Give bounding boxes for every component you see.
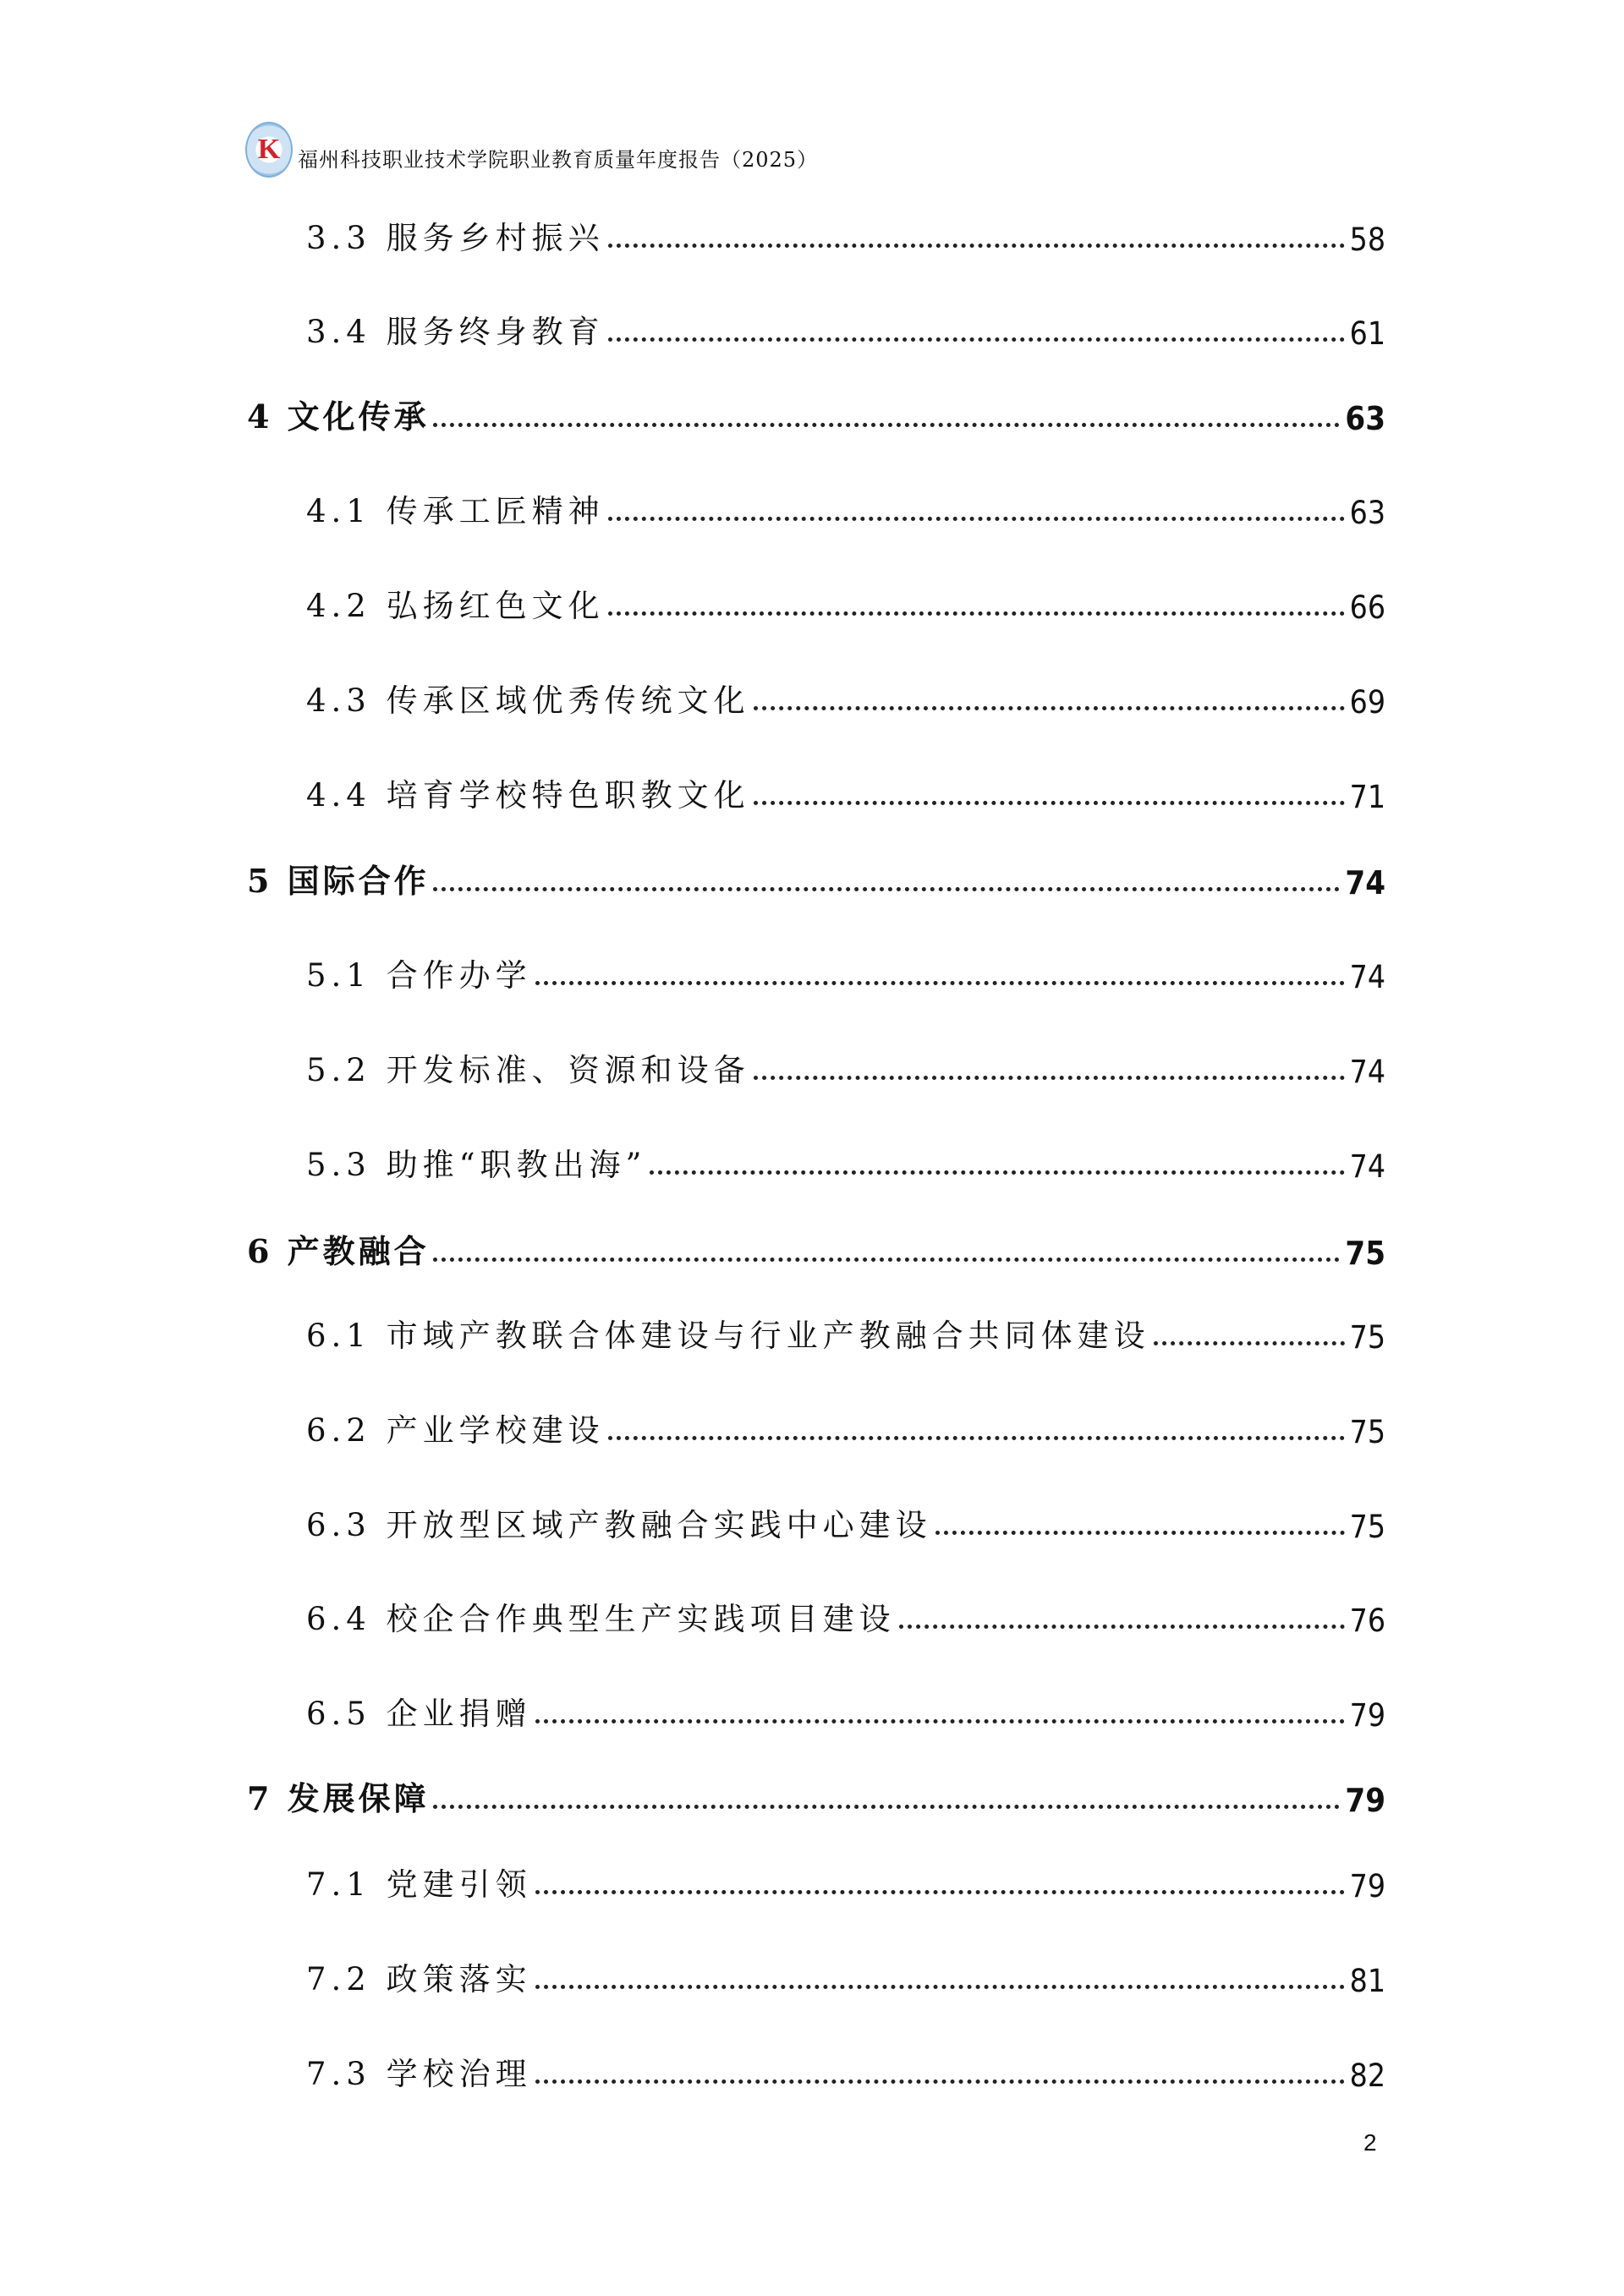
dot-leader <box>608 611 1345 616</box>
toc-entry[interactable] <box>306 480 1385 531</box>
toc-entry-page: 75 <box>1345 1235 1385 1272</box>
toc-entry[interactable] <box>306 1400 1385 1450</box>
page-number: 2 <box>1363 2129 1377 2156</box>
toc-entry-page: 66 <box>1349 589 1385 626</box>
toc-entry[interactable] <box>306 207 1385 258</box>
toc-entry-page: 63 <box>1345 400 1385 437</box>
toc-entry[interactable] <box>306 1948 1385 1999</box>
toc-entry-label: 4.2 弘扬红色文化 <box>306 588 605 624</box>
toc-entry-page: 75 <box>1349 1509 1385 1545</box>
toc-entry-page: 74 <box>1349 959 1385 995</box>
toc-entry-page: 82 <box>1349 2058 1385 2094</box>
dot-leader <box>899 1625 1345 1629</box>
dot-leader <box>1154 1341 1345 1345</box>
toc-entry-page: 79 <box>1345 1782 1385 1819</box>
toc-entry-label: 7.2 政策落实 <box>306 1961 532 1997</box>
toc-entry[interactable] <box>306 1305 1385 1356</box>
toc-entry[interactable] <box>306 764 1385 815</box>
header-title: 福州科技职业技术学院职业教育质量年度报告（2025） <box>298 148 819 172</box>
toc-entry-chapter[interactable] <box>247 851 1385 901</box>
dot-leader <box>935 1531 1345 1535</box>
toc-entry-chapter[interactable] <box>247 386 1385 437</box>
dot-leader <box>433 887 1341 891</box>
dot-leader <box>608 337 1345 342</box>
dot-leader <box>433 423 1341 427</box>
toc-entry-label: 6 产教融合 <box>247 1232 430 1270</box>
toc-entry-page: 69 <box>1349 684 1385 721</box>
toc-entry-page: 75 <box>1349 1414 1385 1450</box>
toc-entry-chapter[interactable] <box>247 1768 1385 1819</box>
toc-entry-label: 7 发展保障 <box>247 1779 430 1817</box>
toc-entry[interactable] <box>306 1854 1385 1904</box>
dot-leader <box>754 801 1345 805</box>
toc-entry-chapter[interactable] <box>247 1221 1385 1272</box>
toc-entry-label: 4 文化传承 <box>247 397 430 436</box>
toc-entry[interactable] <box>306 945 1385 995</box>
toc-entry[interactable] <box>306 1588 1385 1639</box>
toc-entry-page: 76 <box>1349 1603 1385 1639</box>
page-header <box>245 118 818 178</box>
logo-letter: K <box>257 134 281 165</box>
toc-entry-label: 3.3 服务乡村振兴 <box>306 220 605 256</box>
toc-entry[interactable] <box>306 1494 1385 1545</box>
toc-entry-page: 79 <box>1349 1868 1385 1904</box>
toc-entry[interactable] <box>306 575 1385 626</box>
toc-entry[interactable] <box>306 301 1385 352</box>
toc-entry-label: 3.4 服务终身教育 <box>306 314 605 350</box>
toc-entry-label: 4.1 传承工匠精神 <box>306 493 605 529</box>
toc-entry-label: 6.5 企业捐赠 <box>306 1696 532 1732</box>
toc-entry-page: 58 <box>1349 222 1385 258</box>
toc-entry[interactable] <box>306 1039 1385 1090</box>
toc-entry-label: 6.2 产业学校建设 <box>306 1412 605 1449</box>
dot-leader <box>433 1805 1341 1809</box>
dot-leader <box>754 1076 1345 1080</box>
dot-leader <box>608 517 1345 521</box>
toc-entry[interactable] <box>306 670 1385 721</box>
school-logo-icon <box>245 122 293 178</box>
dot-leader <box>535 981 1345 985</box>
toc-entry-page: 74 <box>1349 1148 1385 1185</box>
dot-leader <box>433 1258 1341 1262</box>
toc-entry-label: 5.3 助推“职教出海” <box>306 1147 647 1183</box>
dot-leader <box>535 2080 1345 2084</box>
toc-entry-label: 4.4 培育学校特色职教文化 <box>306 777 750 814</box>
toc-entry-label: 7.1 党建引领 <box>306 1866 532 1903</box>
toc-entry-page: 71 <box>1349 779 1385 815</box>
dot-leader <box>535 1719 1345 1723</box>
dot-leader <box>535 1985 1345 1989</box>
toc-entry[interactable] <box>306 1683 1385 1734</box>
dot-leader <box>608 244 1345 248</box>
toc-entry[interactable] <box>306 1134 1385 1185</box>
toc-entry-page: 74 <box>1345 864 1385 901</box>
toc-entry-label: 6.4 校企合作典型生产实践项目建设 <box>306 1601 896 1637</box>
toc-entry-label: 5.1 合作办学 <box>306 957 532 994</box>
toc-entry-page: 75 <box>1349 1319 1385 1356</box>
toc-entry-label: 5.2 开发标准、资源和设备 <box>306 1052 750 1088</box>
dot-leader <box>754 706 1345 710</box>
toc-entry-page: 63 <box>1349 495 1385 531</box>
dot-leader <box>608 1436 1345 1440</box>
toc-entry-label: 7.3 学校治理 <box>306 2056 532 2092</box>
toc-entry-label: 6.3 开放型区域产教融合实践中心建设 <box>306 1507 932 1543</box>
toc-entry-label: 5 国际合作 <box>247 862 430 900</box>
toc-entry-page: 74 <box>1349 1054 1385 1090</box>
toc-entry-page: 61 <box>1349 315 1385 352</box>
toc-entry[interactable] <box>306 2043 1385 2094</box>
toc-entry-label: 4.3 传承区域优秀传统文化 <box>306 682 750 719</box>
dot-leader <box>535 1890 1345 1894</box>
toc-entry-page: 81 <box>1349 1963 1385 1999</box>
toc-entry-label: 6.1 市域产教联合体建设与行业产教融合共同体建设 <box>306 1318 1150 1354</box>
toc-entry-page: 79 <box>1349 1697 1385 1734</box>
dot-leader <box>650 1170 1344 1175</box>
